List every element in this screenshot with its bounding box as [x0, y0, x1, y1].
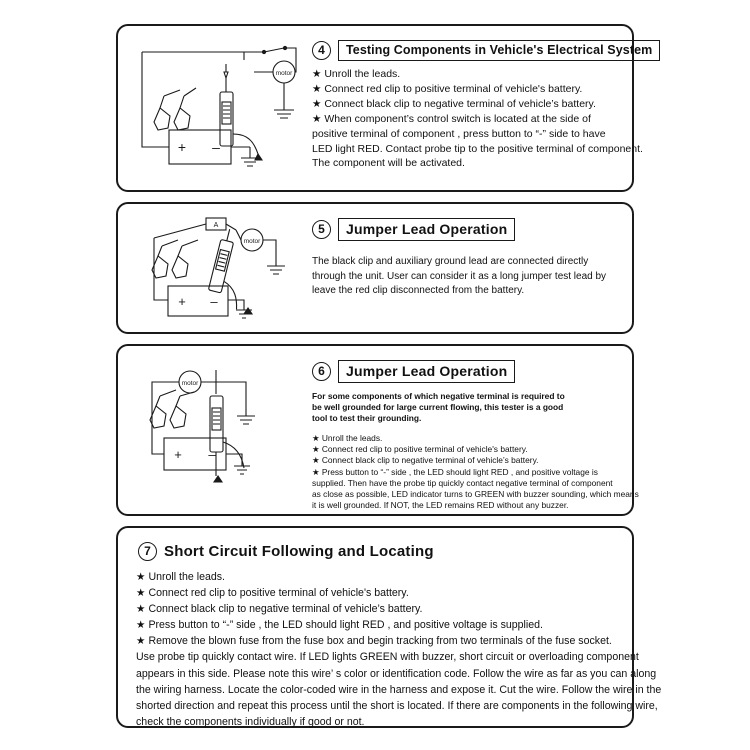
body-line: ★ Remove the blown fuse from the fuse box and begin tracking from two terminals of the fuse socket.: [136, 635, 612, 648]
svg-text:motor: motor: [181, 380, 199, 387]
body-line: ★ Connect black clip to negative terminal of vehicle’s battery.: [136, 603, 423, 616]
panel-4-content: [308, 26, 653, 190]
panel-5-content: [308, 204, 628, 332]
panel-7-heading: [138, 542, 616, 561]
vehicle-electrical-system-diagram: [124, 30, 304, 194]
panel-step-4: [116, 24, 653, 192]
body-line: as close as possible, LED indicator turns to GREEN with buzzer sounding, which means: [312, 488, 639, 499]
body-line: it is well grounded. If NOT, the LED remains RED without any buzzer.: [312, 499, 569, 510]
panel-7-title: Short Circuit Following and Locating: [164, 543, 434, 560]
svg-text:–: –: [212, 139, 220, 155]
panel-6-heading: [312, 360, 618, 383]
panel-5-title: Jumper Lead Operation: [338, 218, 515, 241]
panel-step-5: [116, 202, 634, 334]
body-line: ★ Unroll the leads.: [136, 571, 225, 583]
body-line: The component will be activated.: [312, 157, 465, 170]
jumper-lead-diagram: [124, 208, 304, 336]
body-line: ★ Connect black clip to negative terminal of vehicle’s battery.: [312, 97, 596, 110]
body-line: ★ Unroll the leads.: [312, 433, 383, 444]
panel-5-heading: [312, 218, 618, 241]
body-line: ★ Press button to “-” side , the LED should light RED , and positive voltage is supplied.: [136, 619, 543, 632]
body-line: ★ When component’s control switch is located at the side of: [312, 112, 591, 125]
body-line: ★ Connect red clip to positive terminal of vehicle's battery.: [312, 82, 583, 95]
panel-6-body: [312, 433, 639, 511]
panel-5-body: [312, 255, 618, 299]
body-line: appears in this side. Please note this wire’ s color or identification code. Follow the wire as far as you can along: [136, 667, 657, 680]
step-number-badge: 6: [312, 362, 331, 381]
panel-step-6: [116, 344, 639, 516]
svg-text:–: –: [208, 447, 216, 462]
body-line: be well grounded for large current flowing, this tester is a good: [312, 402, 564, 413]
body-line: ★ Connect red clip to positive terminal of vehicle's battery.: [312, 444, 528, 455]
step-number-badge: 4: [312, 41, 331, 60]
body-line: leave the red clip disconnected from the battery.: [312, 285, 525, 296]
svg-text:A: A: [213, 222, 219, 229]
body-line: supplied. Then have the probe tip quickly contact negative terminal of component: [312, 477, 613, 488]
panel-7-body: [136, 569, 662, 730]
panel-6-title: Jumper Lead Operation: [338, 360, 515, 383]
panel-4-heading: [312, 40, 653, 61]
body-line: ★ Connect red clip to positive terminal of vehicle's battery.: [136, 587, 409, 600]
body-line: the wiring harness. Locate the color-coded wire in the harness and expose it. Cut the wire. Follow the wire in the: [136, 683, 662, 696]
panel-6-content: [308, 346, 639, 514]
svg-text:motor: motor: [243, 238, 261, 245]
body-line: ★ Press button to “-” side , the LED should light RED , and positive voltage is: [312, 466, 598, 477]
body-line: For some components of which negative terminal is required to: [312, 391, 565, 401]
svg-text:+: +: [178, 294, 186, 309]
body-line: The black clip and auxiliary ground lead are connected directly: [312, 256, 589, 267]
body-line: positive terminal of component , press button to “-” side to have: [312, 127, 606, 140]
panel-7-content: [118, 528, 662, 728]
body-line: check the components individually if good or not.: [136, 715, 365, 728]
step-number-badge: 5: [312, 220, 331, 239]
body-line: ★ Connect black clip to negative terminal of vehicle’s battery.: [312, 455, 539, 466]
panel-step-7: [116, 526, 662, 728]
panel-4-body: [312, 67, 643, 171]
body-line: through the unit. User can consider it as a long jumper test lead by: [312, 270, 607, 282]
body-line: ★ Unroll the leads.: [312, 68, 401, 80]
body-line: Use probe tip quickly contact wire. If LED lights GREEN with buzzer, short circuit or overloading component: [136, 651, 639, 664]
svg-text:motor: motor: [275, 70, 293, 77]
panel-6-intro: [312, 391, 618, 424]
panel-4-title: Testing Components in Vehicle's Electrical System: [338, 40, 660, 61]
body-line: shorted direction and repeat this process until the short is located. If there are components in the following wire,: [136, 699, 658, 712]
grounding-test-diagram: [124, 350, 304, 518]
step-number-badge: 7: [138, 542, 157, 561]
body-line: LED light RED. Contact probe tip to the positive terminal of component.: [312, 142, 643, 155]
svg-text:+: +: [174, 447, 182, 462]
svg-text:+: +: [177, 139, 187, 155]
body-line: tool to test their grounding.: [312, 413, 422, 424]
svg-text:–: –: [210, 294, 218, 309]
